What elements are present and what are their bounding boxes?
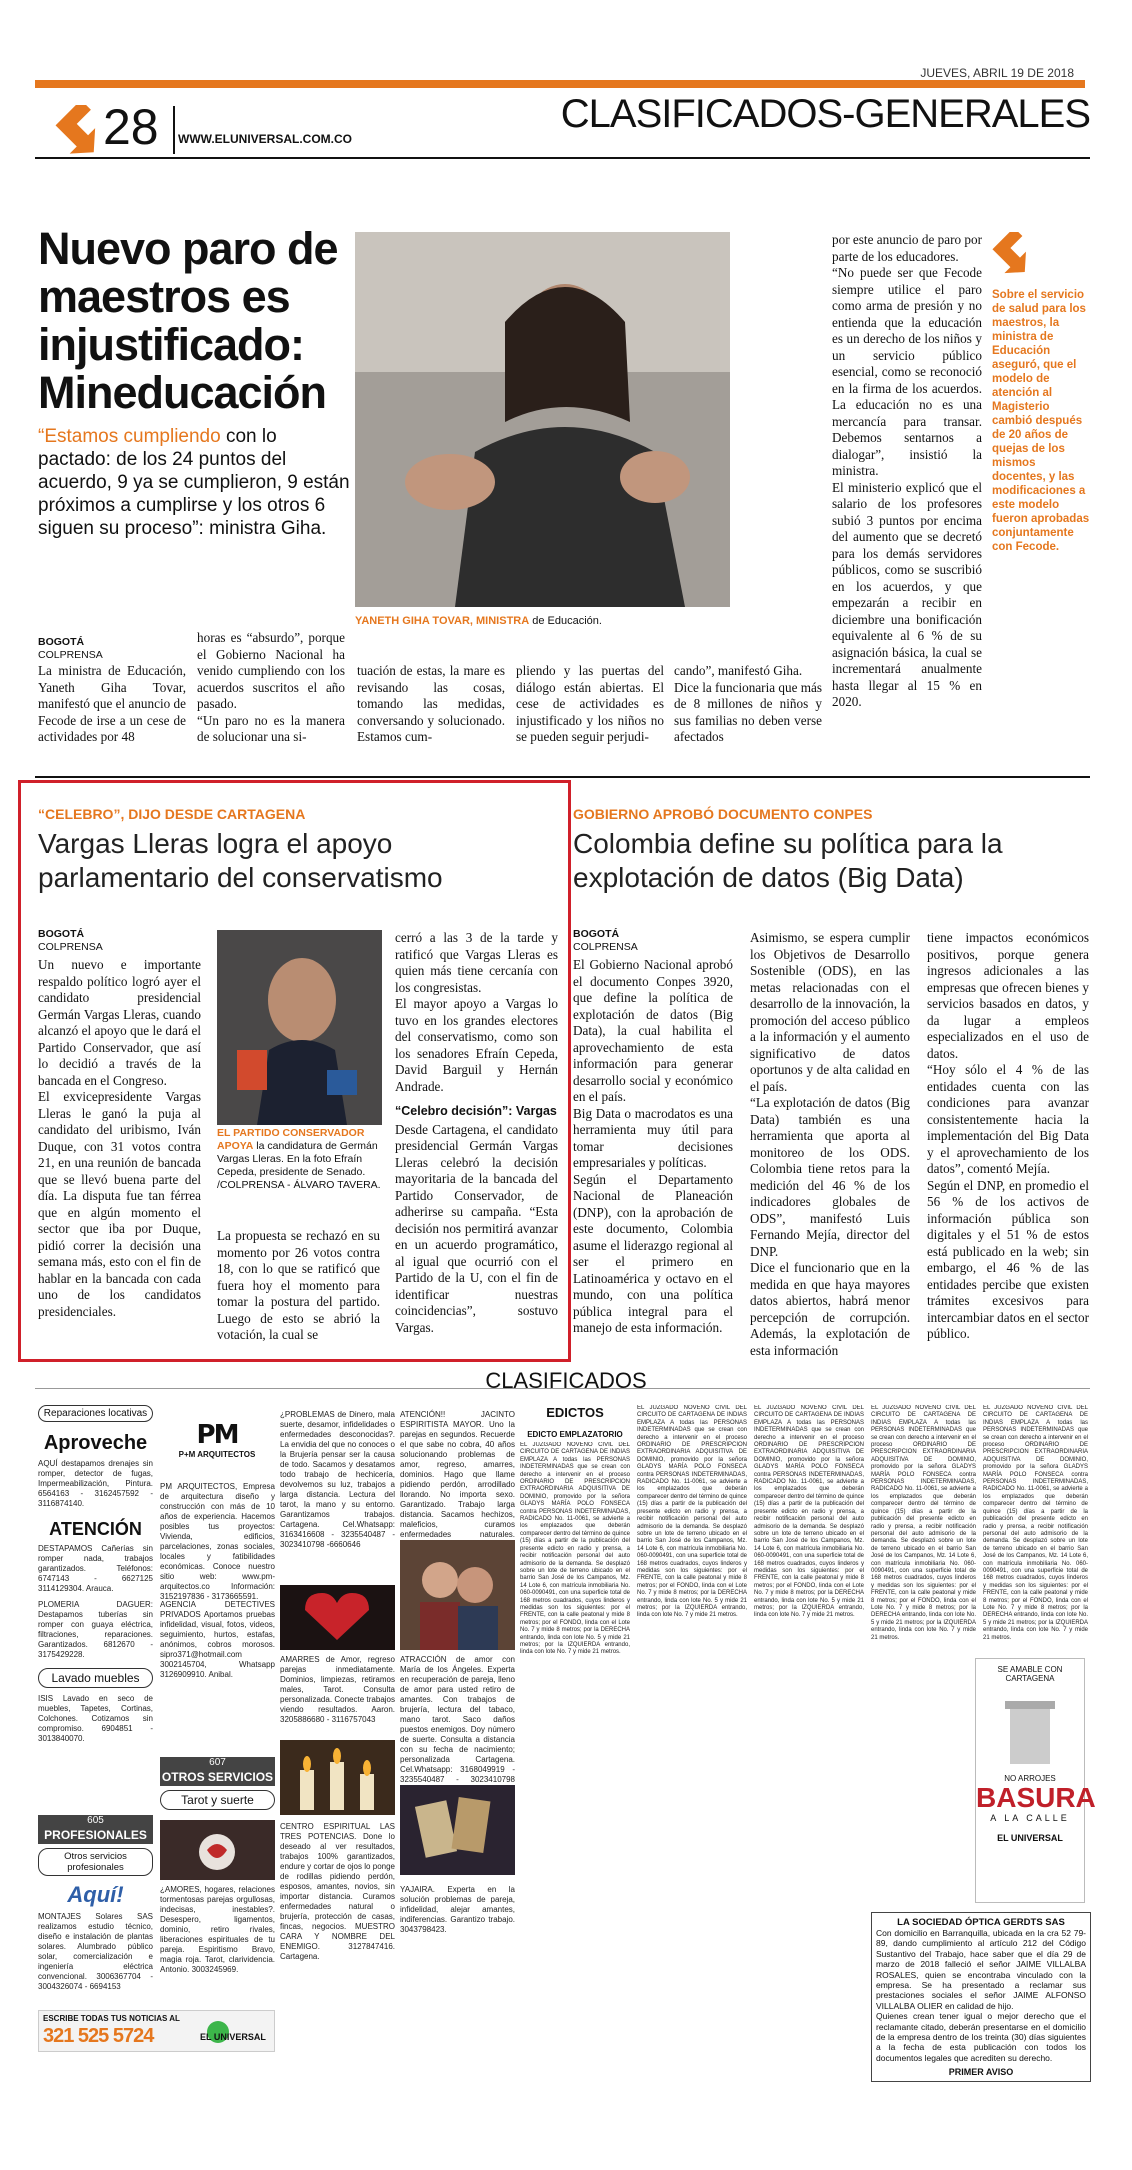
edicto-col-4: EL JUZGADO NOVENO CIVIL DEL CIRCUITO DE CARTAGENA DE INDIAS EMPLAZA A todas las PERSONAS INDETERMINADAS que se crean con derecho a intervenir en el proceso ORDINARIO DE PRESCRIPCION EXTRAORDINARIA ADQUISITIVA DE DOMINIO, promovido por la señora GLADYS MARÍA POLO FONSECA contra PERSONAS INDETERMINADAS, RADICADO No. 11-0061, se advierte a los emplazados que deberán comparecer dentro del término de quince (15) días a partir de la publicación del presente edicto en radio y prensa, a recibir notificación personal del auto admisorio de la demanda. Se desplazó sobre un lote de terreno ubicado en el barrio San José de los Campanos, Mz. 14 Lote 6, con matrícula inmobiliaria No. 060-0090491, con una superficie total de 168 metros cuadrados, cuyos linderos y medidas son los siguientes: por el FRENTE, con la calle peatonal y mide 8 metros; por el FONDO, linda con el Lote No. 7 y mide 8 metros; por la DERECHA entrando, linda con lote No. 5 y mide 21 metros; por la IZQUIERDA entrando, linda con lote No. 7 y mide 21 metros.: [871, 1405, 976, 1641]
category-607-number: 607: [160, 1757, 275, 1768]
label-tarot: Tarot y suerte: [160, 1790, 275, 1810]
trash-icon: [995, 1689, 1065, 1769]
vargas-dateline-agency: COLPRENSA: [38, 941, 103, 953]
edicto-subtitle: EDICTO EMPLAZATORIO: [527, 1430, 623, 1439]
ad-isis: ISIS Lavado en seco de muebles, Tapetes, Cortinas, Colchones. Cotizamos sin compromiso. 6904851 - 3013840070.: [38, 1694, 153, 1743]
vargas-caption-rest: la candidatura de Germán Vargas Lleras. En la foto Efraín Cepeda, presidente de Senado. /COLPRENSA - ÁLVARO TAVERA.: [217, 1140, 381, 1191]
banner-universal: EL UNIVERSAL: [200, 2032, 266, 2042]
atencion-heading: ATENCIÓN: [49, 1519, 142, 1539]
ad-pm: PM ARQUITECTOS, Empresa de arquitectura diseño y construcción con más de 10 años de experiencia. Hacemos posibles tus proyectos: Vivienda, edificios, parcelaciones, zonas sociales, locales y fatibilidades económicas. Conoce nuestro sitio web: www.pm-arquitectos.co Información: 3152197836 - 3173665591.: [160, 1482, 275, 1601]
sidebar-arrow-icon: [992, 232, 1036, 276]
bigdata-dateline-city: BOGOTÁ: [573, 928, 620, 940]
label-otros-profesionales: Otros servicios profesionales: [38, 1848, 153, 1876]
basura-sub: A LA CALLE: [990, 1813, 1070, 1823]
heart-image: [280, 1585, 395, 1650]
bigdata-dateline: [573, 928, 638, 954]
deck-highlight: “Estamos cumpliendo: [38, 426, 221, 447]
ad-amarres: AMARRES de Amor, regreso parejas inmediatamente. Dominios, limpiezas, retiramos males, Tarot. Consulta personalizada. Conecte trabajos viendo resultados. Aaron. 3205886680 - 3116757043: [280, 1655, 395, 1724]
caption-name: YANETH GIHA TOVAR, MINISTRA: [355, 615, 530, 627]
bigdata-col-2: Asimismo, se espera cumplir los Objetivos de Desarrollo Sostenible (ODS), en las metas relacionadas con el desarrollo de la innovación, la promoción del acceso público a la información y el aumento significativo de datos oportunos y de alta calidad en el país. “La explotación de datos (Big Data) también es una herramienta que aporta al monitoreo de los ODS. Colombia tiene retos para la medición del 46 % de los indicadores globales de ODS”, manifestó Luis Fernando Mejía, director del DNP. Dice el funcionario que en la medida en que haya mayores datos abiertos, habrá menor percepción de corrupción. Además, la explotación de esta información: [750, 930, 910, 1358]
page-number: 28: [103, 99, 159, 155]
vargas-kicker: “CELEBRO”, DIJO DESDE CARTAGENA: [38, 806, 306, 822]
vargas-headline: Vargas Lleras logra el apoyo parlamentario del conservatismo: [38, 828, 443, 893]
vargas-col-2: La propuesta se rechazó en su momento por 26 votos contra 18, con lo que se ratificó que fuera hoy el momento para tomar la postura del partido. Luego de esto se abrió la votación, la cual se: [217, 1228, 380, 1342]
classifieds-col-1: [38, 1405, 153, 1744]
edicto-col-5: EL JUZGADO NOVENO CIVIL DEL CIRCUITO DE CARTAGENA DE INDIAS EMPLAZA A todas las PERSONAS INDETERMINADAS que se crean con derecho a intervenir en el proceso ORDINARIO DE PRESCRIPCION EXTRAORDINARIA ADQUISITIVA DE DOMINIO, promovido por la señora GLADYS MARÍA POLO FONSECA contra PERSONAS INDETERMINADAS, RADICADO No. 11-0061, se advierte a los emplazados que deberán comparecer dentro del término de quince (15) días a partir de la publicación del presente edicto en radio y prensa, a recibir notificación personal del auto admisorio de la demanda. Se desplazó sobre un lote de terreno ubicado en el barrio San José de los Campanos, Mz. 14 Lote 6, con matrícula inmobiliaria No. 060-0090491, con una superficie total de 168 metros cuadrados, cuyos linderos y medidas son los siguientes: por el FRENTE, con la calle peatonal y mide 8 metros; por el FONDO, linda con el Lote No. 7 y mide 8 metros; por la DERECHA entrando, linda con lote No. 5 y mide 21 metros; por la IZQUIERDA entrando, linda con lote No. 7 y mide 21 metros.: [983, 1405, 1088, 1641]
basura-main: BASURA: [976, 1782, 1096, 1813]
lead-col-6: por este anuncio de paro por parte de los educadores. “No puede ser que Fecode siempre utilice el paro como arma de presión y no entienda que la educación es un derecho de los niños y un servicio público esencial, como se reconoció en la firma de los acuerdos. La educación no es una mercancía para transar. Debemos sentarnos a dialogar”, insistió la ministra. El ministerio explicó que el salario de los profesores subió 3 puntos por encima del aumento que se decretó para los demás servidores públicos, como se suscribió en los acuerdos, y que empezarán a recibir en diciembre una bonificación equivalente al 6 % de su asignación básica, la cual se incrementará anualmente hasta llegar al 15 % en 2020.: [832, 232, 982, 709]
lead-deck: [38, 425, 353, 540]
bigdata-col-1: El Gobierno Nacional aprobó el documento Conpes 3920, que define la política de explotación de datos (Big Data), la cual habilita el aprovechamiento de esta información para generar desarrollo social y económico en el país. Big Data o macrodatos es una herramienta muy útil para tomar decisiones empresariales y políticas. Según el Departamento Nacional de Planeación (DNP), con la aprobación de este documento, Colombia asume el liderazgo regional al ser el primero en Latinoamérica y octavo en el mundo, con una política pública integral para el manejo de esta información.: [573, 957, 733, 1335]
site-url: WWW.ELUNIVERSAL.COM.CO: [178, 132, 352, 146]
ad-problemas: ¿PROBLEMAS de Dinero, mala suerte, desamor, infidelidades o enfermedades desconocidas?. La envidia del que no conoces o la Brujería pensar ser la causa de todo. Sacamos y desatamos todo trabajo de hechicería, devolvemos su luz, trabajos a larga distancia. Lectura del tarot, la mano y su entorno. Garantizamos trabajos. Cartagena. Cel.Whatsapp: 3163416608 - 3235540487 - 3023410798 -6660646: [280, 1410, 395, 1549]
ad-atraccion: ATRACCIÓN de amor con María de los Ángeles. Experta en recuperación de pareja, lleno de amor para usted retiro de amantes. Con trabajos de brujería, lectura del tabaco, mano tarot. Saco daños puestos enemigos. Doy número de suerte. Consulta a distancia con su fecha de nacimiento; personalizada Cartagena. Cel.Whatsapp: 3168049919 - 3235540487 - 3023410798: [400, 1655, 515, 1784]
basura-foot: EL UNIVERSAL: [997, 1833, 1063, 1843]
lead-col-1: La ministra de Educación, Yaneth Giha Tovar, manifestó que el anuncio de Fecode de irse a un cese de actividades por 48: [38, 663, 186, 744]
lead-col-4: pliendo y las puertas del diálogo están abiertas. El cese de actividades es injustificado y los niños no se pueden seguir perjudi-: [516, 663, 664, 744]
basura-top: SE AMABLE CON CARTAGENA: [997, 1665, 1063, 1683]
ad-yajaira: YAJAIRA. Experta en la solución problemas de pareja, infidelidad, alejar amantes, indiferencias. Garantizo trabajo. 3043798423.: [400, 1885, 515, 1934]
dateline-city: BOGOTÁ: [38, 636, 85, 648]
ad-atencion-jacinto: ATENCIÓN!! JACINTO ESPIRITISTA MAYOR. Uno la parejas en segundos. Recuerde el que sabe no cobra, 40 años solucionando problemas de amor, regreso, amarres, dominios. Hago que llame pidiendo perdón, arrodillado llorando. No importa sexo. Garantizado. Trabajo larga distancia. Sacamos hechizos, maleficios, curamos enfermedades naturales.: [400, 1410, 515, 1539]
edicto-col-2: EL JUZGADO NOVENO CIVIL DEL CIRCUITO DE CARTAGENA DE INDIAS EMPLAZA A todas las PERSONAS INDETERMINADAS que se crean con derecho a intervenir en el proceso ORDINARIO DE PRESCRIPCION EXTRAORDINARIA ADQUISITIVA DE DOMINIO, promovido por la señora GLADYS MARÍA POLO FONSECA contra PERSONAS INDETERMINADAS, RADICADO No. 11-0061, se advierte a los emplazados que deberán comparecer dentro del término de quince (15) días a partir de la publicación del presente edicto en radio y prensa, a recibir notificación personal del auto admisorio de la demanda. Se desplazó sobre un lote de terreno ubicado en el barrio San José de los Campanos, Mz. 14 Lote 6, con matrícula inmobiliaria No. 060-0090491, con una superficie total de 168 metros cuadrados, cuyos linderos y medidas son los siguientes: por el FRENTE, con la calle peatonal y mide 8 metros; por el FONDO, linda con el Lote No. 7 y mide 8 metros; por la DERECHA entrando, linda con lote No. 5 y mide 21 metros; por la IZQUIERDA entrando, linda con lote No. 7 y mide 21 metros.: [637, 1405, 747, 1619]
notice-title: LA SOCIEDAD ÓPTICA GERDTS SAS: [897, 1917, 1065, 1928]
category-605-number: 605: [38, 1815, 153, 1826]
header-rule: [35, 157, 1090, 159]
banner-phone: 321 525 5724: [43, 2025, 154, 2047]
bigdata-dateline-agency: COLPRENSA: [573, 941, 638, 953]
classifieds-title: CLASIFICADOS: [485, 1368, 647, 1393]
label-lavado: Lavado muebles: [38, 1668, 153, 1688]
ad-destapamos: DESTAPAMOS Cañerías sin romper nada, trabajos garantizados. Teléfonos: 6747143 - 6627125 3114129304. Arauca.: [38, 1544, 153, 1593]
header-orange-band: [35, 80, 1085, 88]
issue-date: JUEVES, ABRIL 19 DE 2018: [920, 66, 1074, 80]
edicto-col-3: EL JUZGADO NOVENO CIVIL DEL CIRCUITO DE CARTAGENA DE INDIAS EMPLAZA A todas las PERSONAS INDETERMINADAS que se crean con derecho a intervenir en el proceso ORDINARIO DE PRESCRIPCION EXTRAORDINARIA ADQUISITIVA DE DOMINIO, promovido por la señora GLADYS MARÍA POLO FONSECA contra PERSONAS INDETERMINADAS, RADICADO No. 11-0061, se advierte a los emplazados que deberán comparecer dentro del término de quince (15) días a partir de la publicación del presente edicto en radio y prensa, a recibir notificación personal del auto admisorio de la demanda. Se desplazó sobre un lote de terreno ubicado en el barrio San José de los Campanos, Mz. 14 Lote 6, con matrícula inmobiliaria No. 060-0090491, con una superficie total de 168 metros cuadrados, cuyos linderos y medidas son los siguientes: por el FRENTE, con la calle peatonal y mide 8 metros; por el FONDO, linda con el Lote No. 7 y mide 8 metros; por la DERECHA entrando, linda con lote No. 5 y mide 21 metros; por la IZQUIERDA entrando, linda con lote No. 7 y mide 21 metros.: [754, 1405, 864, 1619]
lead-headline: Nuevo paro de maestros es injustificado: Mineducación: [38, 223, 338, 418]
section-rule-1: [35, 776, 1090, 778]
category-stack: [160, 1757, 275, 1810]
bigdata-headline: Colombia define su política para la explotación de datos (Big Data): [573, 828, 1003, 893]
vargas-dateline: [38, 928, 103, 954]
couple-image: [400, 1540, 515, 1650]
vargas-col-3b-text: Desde Cartagena, el candidato presidencial Germán Vargas Lleras celebró la decisión mayoritaria de la bancada del Partido Conservador, de adherirse su campaña. “Esta decisión nos permitirá avanzar en un acuerdo programático, al igual que ocurrió con el Partido de la U, con el fin de identificar nuestras coincidencias”, sostuvo Vargas.: [395, 1121, 558, 1335]
vargas-photo: [217, 930, 382, 1125]
lead-photo-caption: [355, 615, 602, 627]
basura-small: NO ARROJES: [1004, 1774, 1056, 1783]
caption-rest: de Educación.: [529, 615, 602, 627]
cards-image: [400, 1785, 515, 1875]
pm-logo-mark: PM: [196, 1420, 238, 1450]
vargas-subhead: “Celebro decisión”: Vargas: [395, 1104, 557, 1118]
lead-dateline: [38, 636, 103, 662]
notice-primer-aviso: PRIMER AVISO: [948, 2067, 1014, 2078]
ad-basura: [975, 1658, 1096, 1903]
dateline-agency: COLPRENSA: [38, 649, 103, 661]
vargas-col-3: [395, 930, 558, 1336]
label-reparaciones: Reparaciones locativas: [38, 1405, 153, 1422]
lead-photo: [355, 232, 730, 607]
ad-centro: CENTRO ESPIRITUAL LAS TRES POTENCIAS. Done lo deseado al ver resultados, trabajos 100% garantizados, endure y cortar de ojos lo ponge de rodillas pidiendo perdón, esposos, amantes, novios, sin importar distancia. Curamos enfermedades natural o brujería, protección de casas, fincas, negocios. MUESTRO CARA Y NOMBRE DEL ENEMIGO. 3127847416. Cartagena.: [280, 1822, 395, 1961]
category-otros-servicios: OTROS SERVICIOS: [161, 1770, 274, 1784]
bigdata-col-3: tiene impactos económicos positivos, porque genera ingresos adicionales a las empresas que ofrecen bienes y servicios basados en datos, y da lugar a empleos especializados en el uso de datos. “Hoy sólo el 4 % de las entidades cuenta con las condiciones para avanzar consistentemente hacia la implementación del Big Data y el aprovechamiento de los datos”, comentó Mejía. Según el DNP, en promedio el 56 % de los activos de información pública son digitales y el 51 % de estos está publicado en la web; sin embargo, el 46 % de las entidades percibe que existen trámites excesivos para intercambiar datos en el sector público.: [927, 930, 1089, 1341]
edicto-col-1: EL JUZGADO NOVENO CIVIL DEL CIRCUITO DE CARTAGENA DE INDIAS EMPLAZA A todas las PERSONAS INDETERMINADAS que se crean con derecho a intervenir en el proceso ORDINARIO DE PRESCRIPCION EXTRAORDINARIA ADQUISITIVA DE DOMINIO, promovido por la señora GLADYS MARÍA POLO FONSECA contra PERSONAS INDETERMINADAS, RADICADO No. 11-0061, se advierte a los emplazados que deberán comparecer dentro del término de quince (15) días a partir de la publicación del presente edicto en radio y prensa, a recibir notificación personal del auto admisorio de la demanda. Se desplazó sobre un lote de terreno ubicado en el barrio San José de los Campanos, Mz. 14 Lote 6, con matrícula inmobiliaria No. 060-0090491, con una superficie total de 168 metros cuadrados, cuyos linderos y medidas son los siguientes: por el FRENTE, con la calle peatonal y mide 8 metros; por el FONDO, linda con el Lote No. 7 y mide 8 metros; por la DERECHA entrando, linda con lote No. 5 y mide 21 metros; por la IZQUIERDA entrando, linda con lote No. 7 y mide 21 metros.: [520, 1442, 630, 1656]
ad-agencia: AGENCIA DETECTIVES PRIVADOS Aportamos pruebas infidelidad, visual, fotos, videos, seguimiento, hurtos, estafas, anónimos, cobros morosos. sipro371@hotmail.com 3002145704, Whatsapp 3126909910. Anibal.: [160, 1600, 275, 1679]
lead-col-2: horas es “absurdo”, porque el Gobierno Nacional ha venido cumpliendo con los acuerdos suscritos el año pasado. “Un paro no es la manera de solucionar una si-: [197, 630, 345, 744]
pm-logo-text: P+M ARQUITECTOS: [178, 1450, 256, 1459]
ad-montajes: MONTAJES Solares SAS realizamos estudio técnico, diseño e instalación de plantas solares. Alumbrado público solar, comercialización e ingeniería eléctrica convencional. 3006367704 - 3004326074 - 6694153: [38, 1912, 153, 1991]
vargas-caption-name: EL PARTIDO CONSERVADOR APOYA: [217, 1127, 365, 1152]
arrow-logo-icon: [55, 105, 107, 157]
ad-plomeria: PLOMERIA DAGUER: Destapamos tuberías sin romper con guaya eléctrica, filtraciones, reparaciones. Garantizados. 6812670 - 3175429228.: [38, 1600, 153, 1659]
deck-rest: con lo pactado: de los 24 puntos del acuerdo, 9 ya se cumplieron, 9 están próximos a cumplirse y los otros 6 siguen su proceso”: ministra Giha.: [38, 426, 350, 539]
pm-logo: [162, 1420, 272, 1459]
vargas-photo-caption: [217, 1127, 382, 1192]
lead-col-3: tuación de estas, la mare es revisando las cosas, tomando las medidas, conversando y solucionado. Estamos cum-: [357, 663, 505, 744]
bigdata-kicker: GOBIERNO APROBÓ DOCUMENTO CONPES: [573, 806, 873, 822]
header-divider: [173, 106, 175, 154]
aqui-heading: Aquí!: [67, 1882, 124, 1907]
vargas-dateline-city: BOGOTÁ: [38, 928, 85, 940]
banner-escribe: ESCRIBE TODAS TUS NOTICIAS AL: [43, 2014, 180, 2023]
category-stack-2: [38, 1815, 153, 1992]
lead-col-5: cando”, manifestó Giha. Dice la funcionaria que más de 8 millones de niños y sus familias no deben verse afectados: [674, 663, 822, 744]
section-title: CLASIFICADOS-GENERALES: [560, 92, 1090, 136]
tarot-image: [160, 1820, 275, 1880]
lead-sidebar: Sobre el servicio de salud para los maestros, la ministra de Educación aseguró, que el modelo de atención al Magisterio cambió después de 20 años de quejas de los mismos docentes, y las modificaciones a este modelo fueron aprobadas conjuntamente con Fecode.: [992, 289, 1090, 553]
whatsapp-banner: [38, 2010, 275, 2052]
ad-amores: ¿AMORES, hogares, relaciones tormentosas parejas orgullosas, indecisas, inestables?. Desespero, ligamentos, dominio, retiro rivales, liberaciones espirituales de tu pareja. Espiritismo Bravo, magia roja. Tarot, clarividencia. Antonio. 3003245969.: [160, 1885, 275, 1974]
edictos-title: EDICTOS: [546, 1405, 604, 1420]
notice-text: Con domicilio en Barranquilla, ubicada en la cra 52 79-89, dando cumplimiento al artículo 212 del Código Sustantivo del Trabajo, hace saber que el día 29 de marzo de 2018 falleció el señor JAIME VILLALBA ROSALES, quien se encontraba vinculado con la empresa. Se ha presentado a reclamar sus prestaciones sociales el señor JAIME ALFONSO VILLALBA OLIER en calidad de hijo. Quienes crean tener igual o mejor derecho que el reclamante citado, deberán presentarse en el domicilio de la empresa dentro de los treinta (30) días siguientes a la fecha de esta publicación con todos los documentos legales que acrediten su derecho.: [876, 1928, 1086, 2063]
notice-optica: [871, 1912, 1091, 2082]
vargas-col-3-text: cerró a las 3 de la tarde y ratificó que Vargas Lleras es quien más tiene cercanía con los congresistas. El mayor apoyo a Vargas lo tuvo en los grandes electores del conservatismo, como son los senadores Efraín Cepeda, David Barguil y Hernán Andrade.: [395, 930, 558, 1094]
candles-image: [280, 1740, 395, 1815]
vargas-col-1: Un nuevo e importante respaldo político logró ayer el candidato presidencial Germán Vargas Lleras, cuando alcanzó el apoyo que le dará el Partido Conservador, que así lo decidió a través de la bancada en el Congreso. El exvicepresidente Vargas Lleras le ganó la puja al candidato del uribismo, Iván Duque, con 31 votos contra 21, en una reunión de bancada que se llevó buena parte del día. La disputa fue tan férrea que en algún momento el sector que iba por Duque, pidió correr la decisión una semana más, esto con el fin de hablar en la bancada con cada uno de los candidatos presidenciales.: [38, 957, 201, 1319]
ad-aproveche: AQUÍ destapamos drenajes sin romper, detector de fugas, Impermeabilización, Pintura. 6564163 - 3162457592 - 3116874140.: [38, 1459, 153, 1508]
category-profesionales: PROFESIONALES: [38, 1826, 153, 1844]
aproveche-heading: Aproveche: [43, 1432, 148, 1454]
